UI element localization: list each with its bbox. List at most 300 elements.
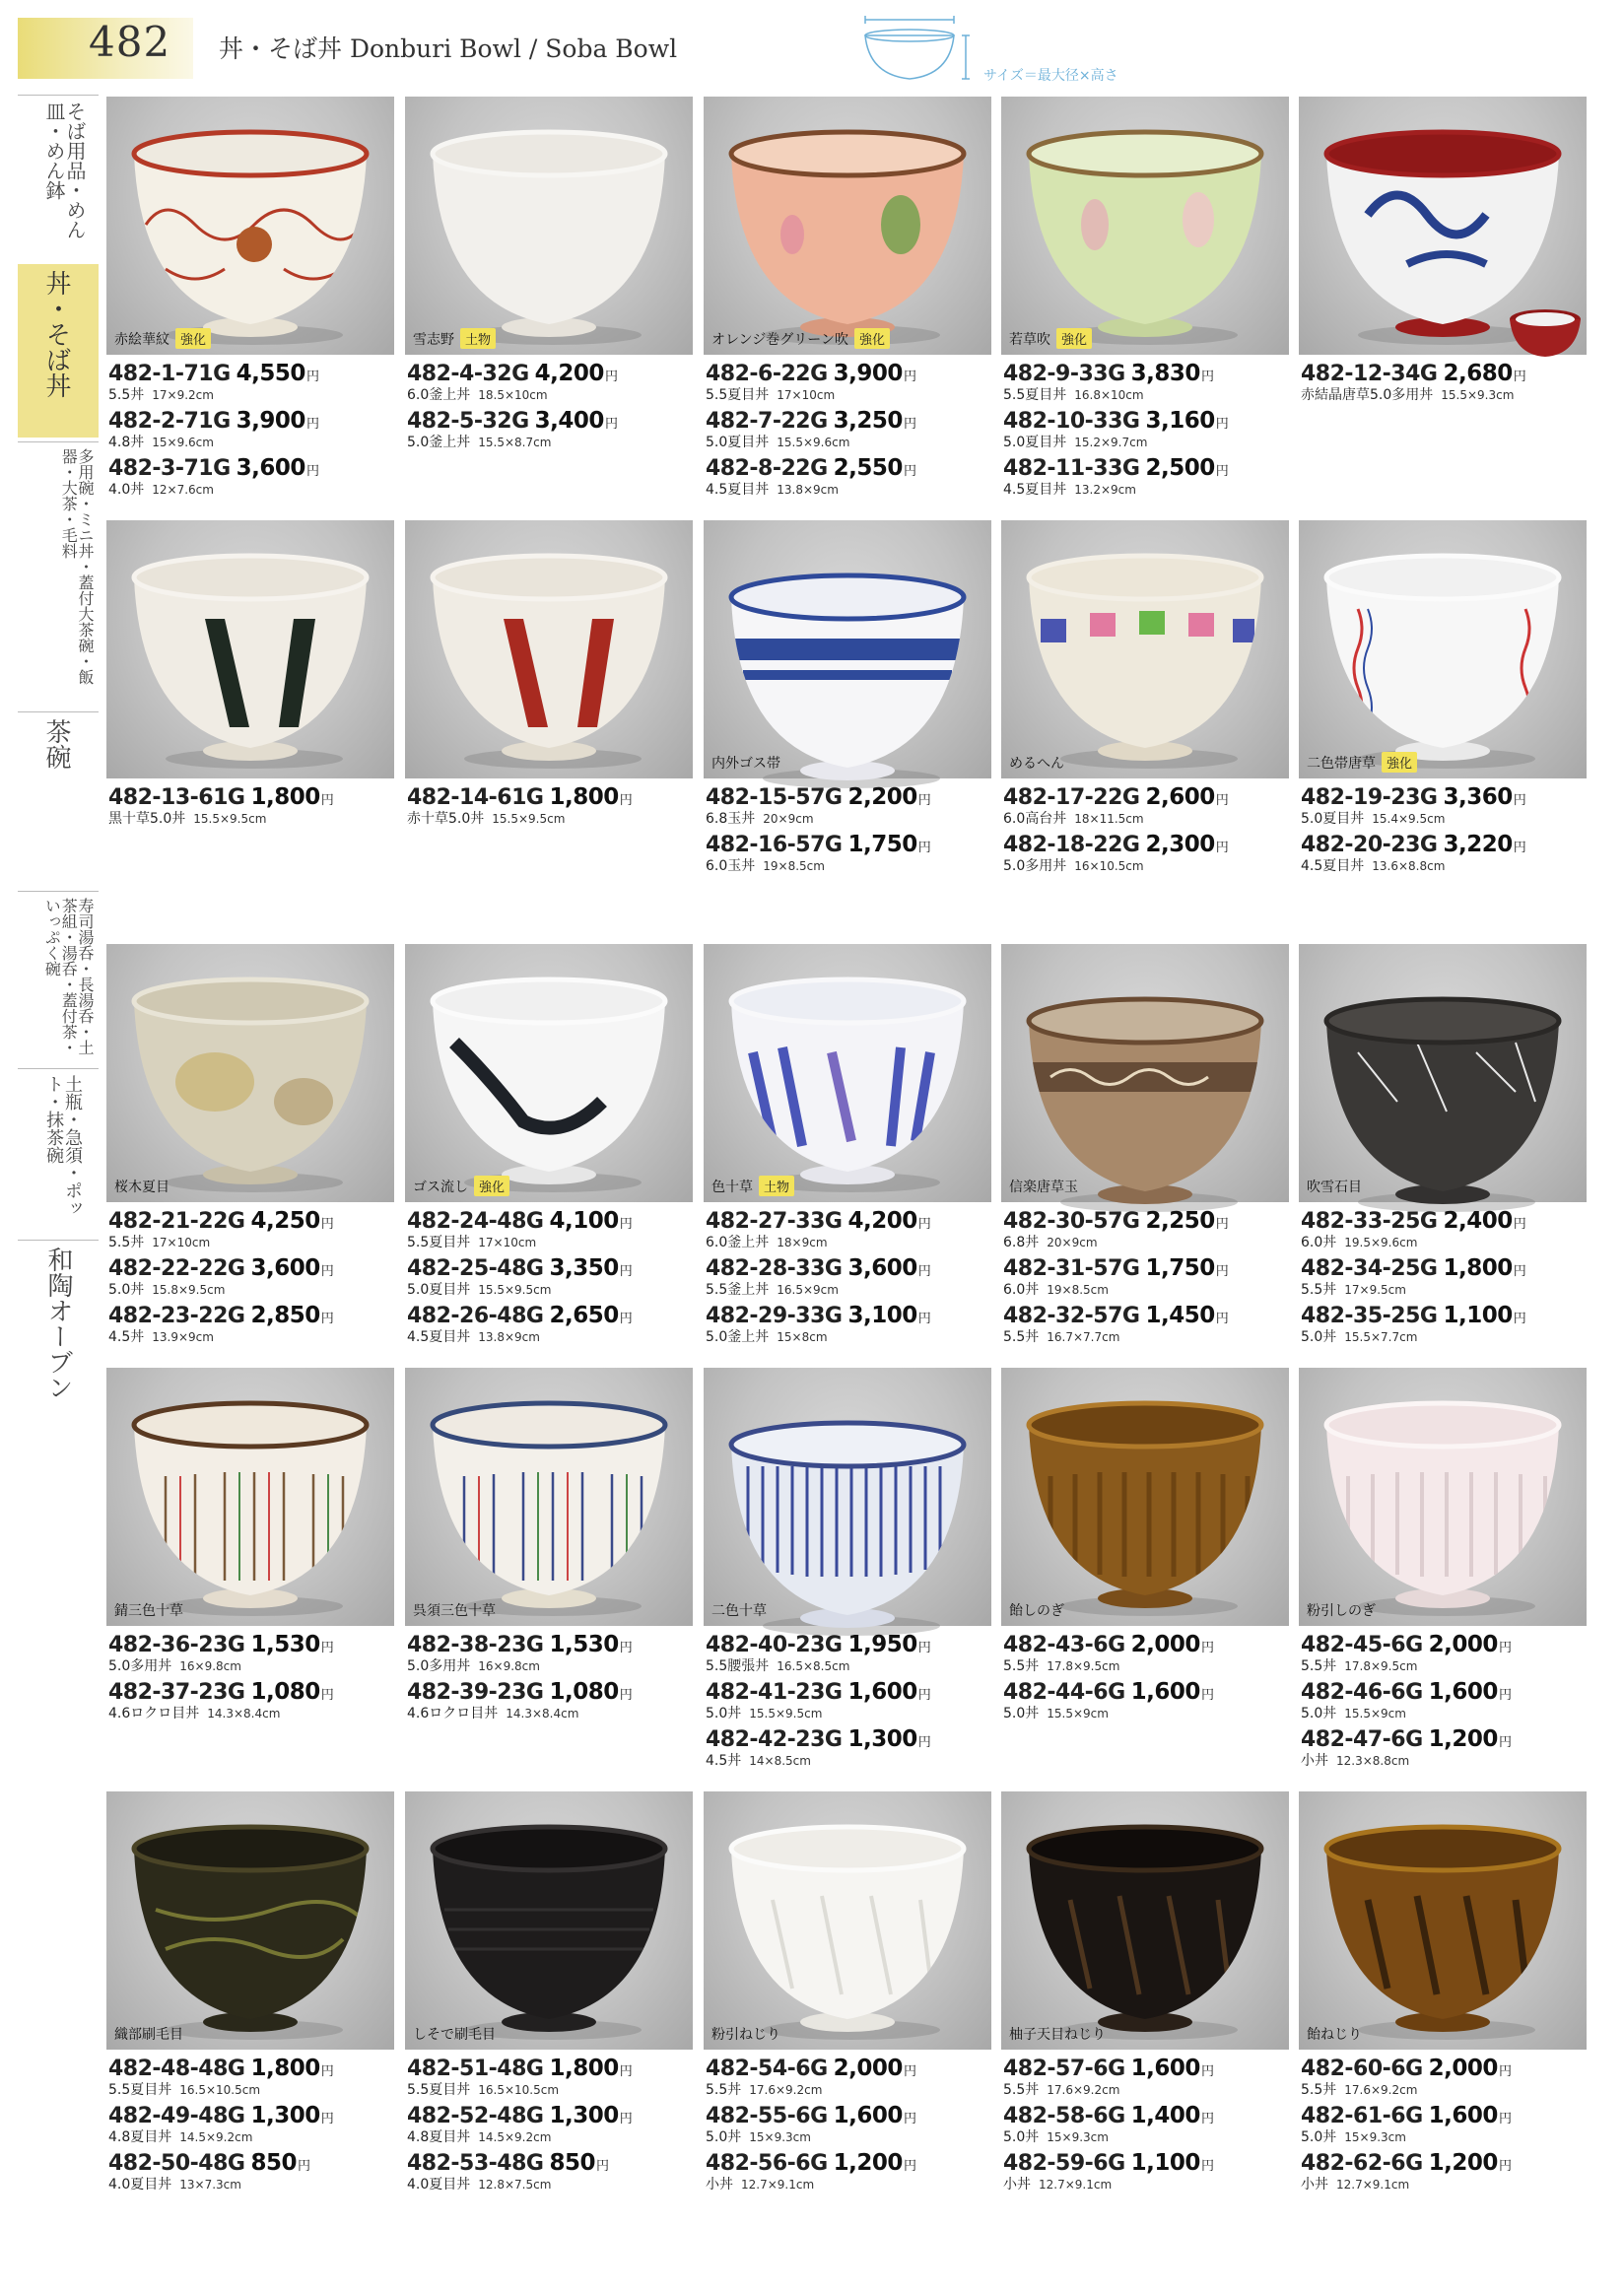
yen-unit: 円 (917, 1264, 931, 1279)
product-dimensions: 16×9.8cm (179, 1659, 241, 1673)
product-code: 482-11-33G (1003, 456, 1140, 481)
product-code: 482-3-71G (108, 456, 231, 481)
bowl-icon (1299, 1368, 1587, 1626)
yen-unit: 円 (619, 1264, 633, 1279)
product-spec: 5.5丼 (1301, 2082, 1337, 2098)
price-line (108, 408, 404, 455)
product-price: 3,600 (250, 1255, 320, 1281)
caption-text: 雪志野 (413, 331, 454, 348)
price-line (1301, 1255, 1596, 1303)
yen-unit: 円 (619, 1312, 633, 1326)
product-price: 1,200 (1428, 1726, 1498, 1752)
product-code: 482-34-25G (1301, 1256, 1438, 1281)
price-line (1003, 455, 1299, 503)
price-line (407, 408, 703, 455)
product-price: 4,100 (549, 1208, 619, 1234)
product-code: 482-12-34G (1301, 362, 1438, 386)
bowl-icon (704, 97, 991, 355)
price-line (706, 1726, 1001, 1774)
price-list (706, 361, 1001, 503)
yen-unit: 円 (903, 2112, 916, 2126)
product-caption (1307, 752, 1417, 773)
bowl-icon (1001, 1368, 1289, 1626)
product-dimensions: 14.5×9.2cm (179, 2130, 253, 2144)
product-photo[interactable] (106, 1791, 394, 2050)
price-line (1003, 1303, 1299, 1350)
product-photo[interactable] (1299, 944, 1587, 1202)
yen-unit: 円 (1200, 1641, 1214, 1655)
product-dimensions: 16×9.8cm (478, 1659, 540, 1673)
product-price: 850 (549, 2150, 595, 2176)
yen-unit: 円 (619, 2112, 633, 2126)
product-caption (1009, 1600, 1064, 1620)
price-list (407, 1208, 703, 1350)
bowl-icon (704, 944, 991, 1202)
product-caption (413, 1600, 496, 1620)
price-line (1003, 2150, 1299, 2197)
price-line (1003, 832, 1299, 879)
product-price: 2,300 (1145, 832, 1215, 857)
side-index-item[interactable] (18, 711, 99, 887)
yen-unit: 円 (320, 2112, 334, 2126)
product-dimensions: 15.5×9.6cm (777, 436, 850, 449)
product-spec: 4.0丼 (108, 482, 145, 498)
product-dimensions: 17.6×9.2cm (1344, 2083, 1418, 2097)
caption-text: 粉引ねじり (711, 2027, 780, 2043)
product-price: 3,100 (847, 1303, 917, 1328)
product-spec: 4.8丼 (108, 435, 145, 450)
product-price: 1,600 (1130, 1679, 1200, 1705)
yen-unit: 円 (917, 1641, 931, 1655)
yen-unit: 円 (1513, 1264, 1526, 1279)
product-caption (114, 1600, 183, 1620)
product-photo[interactable] (1001, 1368, 1289, 1626)
price-list (1301, 2056, 1596, 2197)
bowl-icon (405, 520, 693, 778)
product-dimensions: 15.5×9cm (1344, 1707, 1406, 1720)
product-price: 1,800 (250, 784, 320, 810)
product-spec: 4.5丼 (108, 1329, 145, 1345)
price-line (706, 832, 1001, 879)
bowl-icon (1299, 97, 1587, 355)
product-code: 482-4-32G (407, 362, 529, 386)
product-spec: 5.0丼 (706, 2129, 742, 2145)
yen-unit: 円 (320, 1264, 334, 1279)
yen-unit: 円 (1200, 1688, 1214, 1703)
price-list (1003, 784, 1299, 879)
product-photo[interactable] (405, 1791, 693, 2050)
product-dimensions: 12.7×9.1cm (741, 2178, 815, 2192)
price-line (108, 1632, 404, 1679)
product-price: 1,200 (833, 2150, 903, 2176)
price-list (108, 2056, 404, 2197)
price-line (1003, 408, 1299, 455)
product-caption (1009, 1177, 1078, 1196)
yen-unit: 円 (1498, 2159, 1512, 2174)
product-caption (1307, 1177, 1362, 1196)
bowl-icon (704, 1368, 991, 1626)
product-price: 4,200 (534, 361, 604, 386)
caption-text: 吹雪石目 (1307, 1180, 1362, 1195)
product-code: 482-45-6G (1301, 1633, 1423, 1657)
product-code: 482-41-23G (706, 1680, 843, 1705)
product-dimensions: 12.3×8.8cm (1336, 1754, 1410, 1768)
product-code: 482-57-6G (1003, 2057, 1125, 2081)
product-code: 482-18-22G (1003, 833, 1140, 857)
product-price: 3,600 (847, 1255, 917, 1281)
side-index-item[interactable] (18, 441, 99, 708)
product-code: 482-56-6G (706, 2151, 828, 2176)
side-index-item[interactable] (18, 95, 99, 260)
product-code: 482-27-33G (706, 1209, 843, 1234)
product-dimensions: 15.5×9.5cm (492, 812, 566, 826)
price-list (407, 361, 703, 455)
product-photo[interactable] (106, 520, 394, 778)
product-spec: 5.0夏目丼 (407, 1282, 471, 1298)
size-note: サイズ＝最大径×高さ (983, 68, 1118, 84)
product-spec: 6.8丼 (1003, 1235, 1040, 1250)
product-code: 482-40-23G (706, 1633, 843, 1657)
yen-unit: 円 (619, 2064, 633, 2079)
product-spec: 5.5腰張丼 (706, 1658, 770, 1674)
price-line (1003, 1679, 1299, 1726)
side-index-label: 寿司湯呑・長湯呑・土茶組・湯呑・蓋付茶・いっぷく碗 (42, 898, 95, 1055)
price-line (108, 1303, 404, 1350)
bowl-icon (405, 944, 693, 1202)
product-price: 1,600 (1428, 1679, 1498, 1705)
product-code: 482-20-23G (1301, 833, 1438, 857)
bowl-icon (106, 944, 394, 1202)
price-list (108, 1632, 404, 1726)
product-photo[interactable] (1001, 1791, 1289, 2050)
price-list (706, 1208, 1001, 1350)
product-spec: 小丼 (706, 2177, 733, 2193)
product-price: 1,200 (1428, 2150, 1498, 2176)
product-photo[interactable] (1299, 97, 1587, 355)
product-price: 2,250 (1145, 1208, 1215, 1234)
product-dimensions: 15.5×9.5cm (749, 1707, 823, 1720)
product-spec: 5.5夏目丼 (407, 1235, 471, 1250)
material-badge: 強化 (854, 328, 890, 349)
product-code: 482-8-22G (706, 456, 828, 481)
product-code: 482-29-33G (706, 1304, 843, 1328)
product-code: 482-13-61G (108, 785, 245, 810)
product-spec: 5.0多用丼 (108, 1658, 172, 1674)
product-caption (114, 1177, 169, 1196)
price-line (108, 1208, 404, 1255)
price-list (706, 784, 1001, 879)
product-photo[interactable] (1001, 520, 1289, 778)
product-dimensions: 15.5×9.3cm (1441, 388, 1515, 402)
product-dimensions: 15.5×8.7cm (478, 436, 552, 449)
bowl-icon (704, 520, 991, 778)
product-spec: 5.0夏目丼 (1003, 435, 1067, 450)
yen-unit: 円 (917, 1217, 931, 1232)
price-line (108, 361, 404, 408)
price-list (706, 1632, 1001, 1774)
product-code: 482-17-22G (1003, 785, 1140, 810)
product-code: 482-42-23G (706, 1727, 843, 1752)
product-photo[interactable] (106, 1368, 394, 1626)
caption-text: 飴しのぎ (1009, 1603, 1064, 1619)
price-line (1301, 2103, 1596, 2150)
product-photo[interactable] (1001, 944, 1289, 1202)
product-photo[interactable] (704, 944, 991, 1202)
yen-unit: 円 (1215, 793, 1229, 808)
product-dimensions: 12×7.6cm (152, 483, 214, 497)
yen-unit: 円 (917, 1312, 931, 1326)
product-photo[interactable] (405, 97, 693, 355)
yen-unit: 円 (1200, 2064, 1214, 2079)
product-price: 1,750 (847, 832, 917, 857)
product-spec: 5.0釜上丼 (706, 1329, 770, 1345)
caption-text: 飴ねじり (1307, 2027, 1362, 2043)
yen-unit: 円 (320, 1688, 334, 1703)
product-spec: 赤十草5.0丼 (407, 811, 485, 827)
caption-text: 粉引しのぎ (1307, 1603, 1376, 1619)
side-index-item[interactable] (18, 891, 99, 1064)
product-dimensions: 19.5×9.6cm (1344, 1236, 1418, 1249)
product-price: 4,250 (250, 1208, 320, 1234)
product-price: 2,650 (549, 1303, 619, 1328)
product-price: 2,850 (250, 1303, 320, 1328)
caption-text: 二色帯唐草 (1307, 755, 1376, 772)
product-code: 482-9-33G (1003, 362, 1125, 386)
product-spec: 5.5夏目丼 (407, 2082, 471, 2098)
product-spec: 4.6ロクロ目丼 (108, 1706, 200, 1721)
product-photo[interactable] (704, 1368, 991, 1626)
price-line (108, 784, 404, 832)
product-price: 3,250 (833, 408, 903, 434)
product-caption (1307, 2024, 1362, 2044)
product-price: 1,300 (250, 2103, 320, 2128)
product-dimensions: 16.5×10.5cm (478, 2083, 560, 2097)
product-photo[interactable] (1001, 97, 1289, 355)
product-spec: 6.0丼 (1301, 1235, 1337, 1250)
material-badge: 強化 (175, 328, 211, 349)
yen-unit: 円 (619, 1217, 633, 1232)
bowl-icon (1299, 520, 1587, 778)
price-line (1003, 1255, 1299, 1303)
product-code: 482-47-6G (1301, 1727, 1423, 1752)
product-price: 2,400 (1443, 1208, 1513, 1234)
size-diagram-icon (855, 14, 983, 89)
product-dimensions: 17×10cm (478, 1236, 537, 1249)
product-photo[interactable] (106, 944, 394, 1202)
product-spec: 4.0夏目丼 (407, 2177, 471, 2193)
product-price: 1,600 (847, 1679, 917, 1705)
material-badge: 土物 (460, 328, 496, 349)
product-dimensions: 14.5×9.2cm (478, 2130, 552, 2144)
caption-text: 柚子天目ねじり (1009, 2027, 1106, 2043)
caption-text: 二色十草 (711, 1603, 767, 1619)
product-spec: 5.0丼 (108, 1282, 145, 1298)
product-spec: 4.5夏目丼 (1003, 482, 1067, 498)
product-code: 482-22-22G (108, 1256, 245, 1281)
product-dimensions: 19×8.5cm (1047, 1283, 1109, 1297)
product-spec: 5.0丼 (1301, 2129, 1337, 2145)
product-code: 482-32-57G (1003, 1304, 1140, 1328)
product-dimensions: 13.2×9cm (1074, 483, 1136, 497)
page-header (0, 0, 1624, 89)
price-line (706, 2150, 1001, 2197)
product-price: 1,600 (1130, 2056, 1200, 2081)
price-line (706, 361, 1001, 408)
product-dimensions: 18×9cm (777, 1236, 828, 1249)
product-spec: 5.0夏目丼 (1301, 811, 1365, 827)
product-price: 4,200 (847, 1208, 917, 1234)
price-line (1301, 1632, 1596, 1679)
product-price: 1,080 (549, 1679, 619, 1705)
side-index-label: そば用品・めん皿・めん鉢 (42, 101, 87, 239)
side-index-item[interactable] (18, 264, 99, 438)
product-code: 482-53-48G (407, 2151, 544, 2176)
product-spec: 4.0夏目丼 (108, 2177, 172, 2193)
product-spec: 5.0多用丼 (1003, 858, 1067, 874)
product-spec: 5.0多用丼 (407, 1658, 471, 1674)
yen-unit: 円 (619, 1641, 633, 1655)
product-caption (1307, 1600, 1376, 1620)
product-photo[interactable] (1299, 520, 1587, 778)
product-photo[interactable] (704, 520, 991, 778)
product-code: 482-10-33G (1003, 409, 1140, 434)
product-spec: 5.5夏目丼 (1003, 387, 1067, 403)
product-caption (413, 2024, 496, 2044)
product-price: 1,300 (549, 2103, 619, 2128)
price-line (1301, 1679, 1596, 1726)
product-code: 482-37-23G (108, 1680, 245, 1705)
product-spec: 6.0釜上丼 (706, 1235, 770, 1250)
side-index-item[interactable] (18, 1068, 99, 1236)
yen-unit: 円 (1215, 417, 1229, 432)
bowl-icon (1001, 520, 1289, 778)
bowl-icon (1299, 944, 1587, 1202)
product-code: 482-36-23G (108, 1633, 245, 1657)
price-line (407, 2103, 703, 2150)
product-price: 2,000 (833, 2056, 903, 2081)
product-price: 1,450 (1145, 1303, 1215, 1328)
yen-unit: 円 (1200, 2112, 1214, 2126)
yen-unit: 円 (917, 793, 931, 808)
product-dimensions: 16×10.5cm (1074, 859, 1144, 873)
product-dimensions: 12.7×9.1cm (1039, 2178, 1113, 2192)
product-dimensions: 13.8×9cm (777, 483, 839, 497)
product-dimensions: 16.5×10.5cm (179, 2083, 261, 2097)
yen-unit: 円 (1513, 841, 1526, 855)
product-photo[interactable] (1299, 1791, 1587, 2050)
product-price: 1,950 (847, 1632, 917, 1657)
product-code: 482-44-6G (1003, 1680, 1125, 1705)
product-spec: 5.5丼 (1301, 1658, 1337, 1674)
price-list (407, 784, 703, 832)
product-spec: 黒十草5.0丼 (108, 811, 186, 827)
product-spec: 5.5釜上丼 (706, 1282, 770, 1298)
caption-text: 若草吹 (1009, 331, 1050, 348)
price-list (407, 2056, 703, 2197)
product-dimensions: 15.2×9.7cm (1074, 436, 1148, 449)
price-line (706, 2056, 1001, 2103)
yen-unit: 円 (1215, 1312, 1229, 1326)
product-photo[interactable] (106, 97, 394, 355)
product-code: 482-7-22G (706, 409, 828, 434)
product-photo[interactable] (704, 1791, 991, 2050)
product-caption (1009, 2024, 1106, 2044)
product-price: 1,800 (549, 2056, 619, 2081)
product-price: 850 (250, 2150, 297, 2176)
price-line (108, 1679, 404, 1726)
product-code: 482-46-6G (1301, 1680, 1423, 1705)
product-price: 1,750 (1145, 1255, 1215, 1281)
product-code: 482-58-6G (1003, 2104, 1125, 2128)
product-dimensions: 14.3×8.4cm (207, 1707, 281, 1720)
product-code: 482-59-6G (1003, 2151, 1125, 2176)
side-index-label: 茶碗 (41, 718, 71, 770)
product-price: 1,530 (549, 1632, 619, 1657)
product-dimensions: 15.8×9.5cm (152, 1283, 226, 1297)
price-list (407, 1632, 703, 1726)
product-price: 3,400 (534, 408, 604, 434)
yen-unit: 円 (298, 2159, 311, 2174)
product-code: 482-19-23G (1301, 785, 1438, 810)
page-title: 丼・そば丼 Donburi Bowl / Soba Bowl (219, 34, 678, 63)
product-photo[interactable] (405, 1368, 693, 1626)
product-price: 1,600 (833, 2103, 903, 2128)
product-code: 482-2-71G (108, 409, 231, 434)
yen-unit: 円 (903, 2159, 916, 2174)
price-line (706, 1303, 1001, 1350)
product-price: 4,550 (236, 361, 305, 386)
product-price: 2,600 (1145, 784, 1215, 810)
price-list (1301, 784, 1596, 879)
caption-text: めるへん (1009, 756, 1064, 772)
product-caption (711, 1600, 767, 1620)
price-line (706, 455, 1001, 503)
product-photo[interactable] (704, 97, 991, 355)
yen-unit: 円 (1513, 1217, 1526, 1232)
product-code: 482-61-6G (1301, 2104, 1423, 2128)
bowl-icon (704, 1791, 991, 2050)
product-spec: 5.0釜上丼 (407, 435, 471, 450)
product-spec: 6.0玉丼 (706, 858, 756, 874)
product-code: 482-16-57G (706, 833, 843, 857)
product-code: 482-1-71G (108, 362, 231, 386)
product-price: 2,000 (1428, 1632, 1498, 1657)
product-dimensions: 15×9.3cm (749, 2130, 811, 2144)
product-spec: 6.0高台丼 (1003, 811, 1067, 827)
product-photo[interactable] (1299, 1368, 1587, 1626)
yen-unit: 円 (320, 2064, 334, 2079)
yen-unit: 円 (1215, 1217, 1229, 1232)
price-line (407, 1303, 703, 1350)
yen-unit: 円 (1513, 1312, 1526, 1326)
price-line (1301, 361, 1596, 408)
product-price: 2,000 (1130, 1632, 1200, 1657)
price-line (1301, 1208, 1596, 1255)
product-photo[interactable] (405, 520, 693, 778)
price-line (1003, 784, 1299, 832)
product-photo[interactable] (405, 944, 693, 1202)
product-code: 482-49-48G (108, 2104, 245, 2128)
yen-unit: 円 (619, 1688, 633, 1703)
product-price: 3,350 (549, 1255, 619, 1281)
side-index-item[interactable] (18, 1240, 99, 1417)
product-dimensions: 13.6×8.8cm (1372, 859, 1446, 873)
product-code: 482-52-48G (407, 2104, 544, 2128)
product-price: 1,080 (250, 1679, 320, 1705)
price-line (1301, 1726, 1596, 1774)
product-price: 1,800 (1443, 1255, 1513, 1281)
price-line (407, 784, 703, 832)
